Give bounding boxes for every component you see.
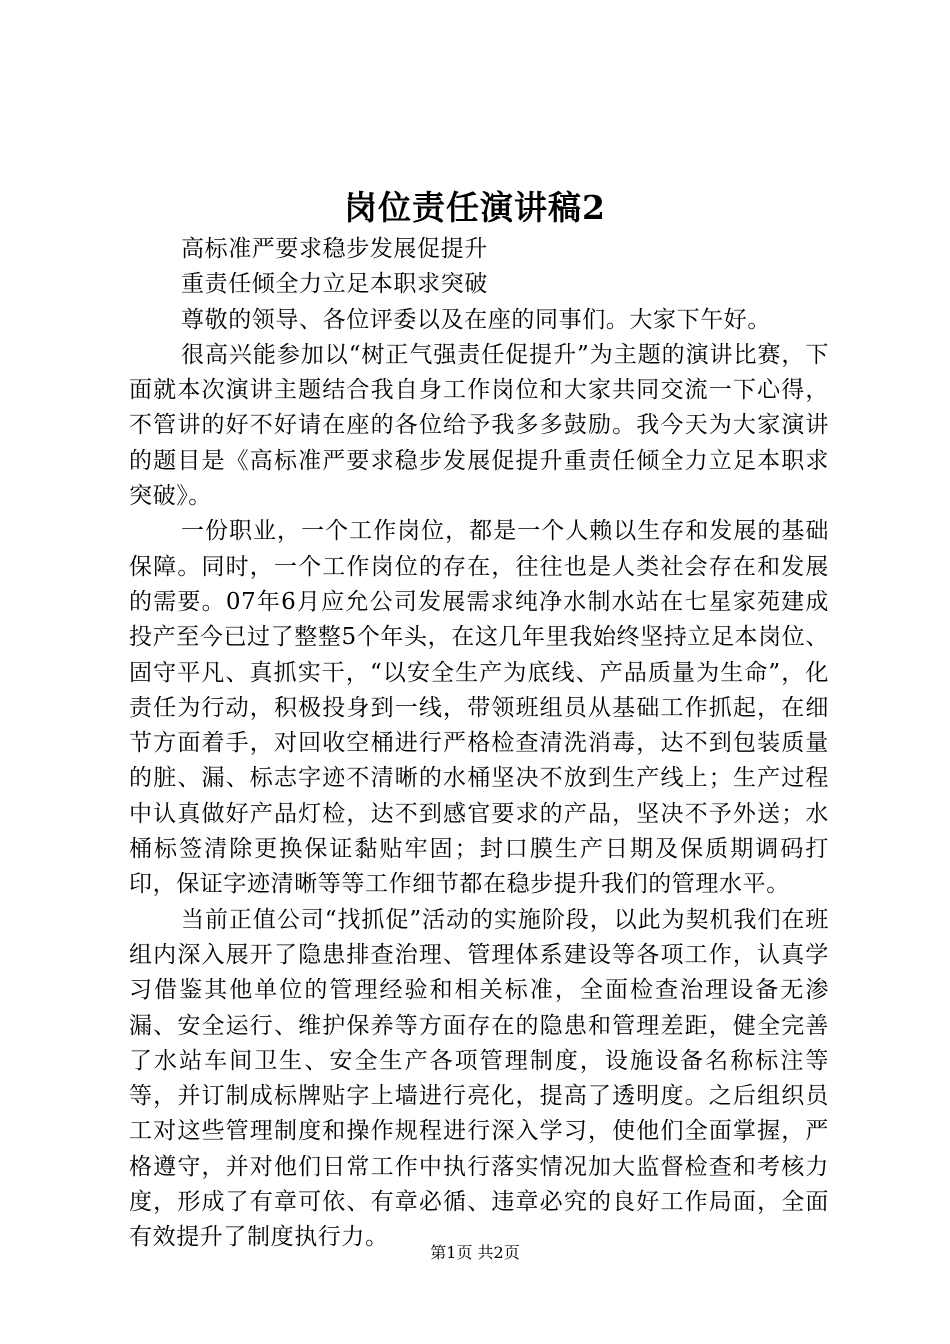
page-title: 岗位责任演讲稿2 xyxy=(344,188,606,227)
greeting-paragraph: 尊敬的领导、各位评委以及在座的同事们。大家下午好。 xyxy=(181,306,771,333)
subtitle-line-2: 重责任倾全力立足本职求突破 xyxy=(181,271,488,298)
body-paragraph: 一份职业，一个工作岗位，都是一个人赖以生存和发展的基础保障。同时，一个工作岗位的存在，往往也是人类社会存在和发展的需要。07年6月应允公司发展需求纯净水制水站在七星家苑建成投产至今已过了整整5个年头，在这几年里我始终坚持立足本岗位、固守平凡、真抓实干，“以安全生产为底线、产品质量为生命”，化责任为行动，积极投身到一线，带领班组员从基础工作抓起，在细节方面着手，对回收空桶进行严格检查清洗消毒，达不到包装质量的脏、漏、标志字迹不清晰的水桶坚决不放到生产线上；生产过程中认真做好产品灯检，达不到感官要求的产品，坚决不予外送；水桶标签清除更换保证黏贴牢固；封口膜生产日期及保质期调码打印，保证字迹清晰等等工作细节都在稳步提升我们的管理水平。 xyxy=(129,518,829,898)
page-number-footer: 第1页 共2页 xyxy=(430,1243,520,1262)
document-body xyxy=(129,232,829,1256)
subtitle-line-1: 高标准严要求稳步发展促提升 xyxy=(181,236,488,262)
body-paragraph: 当前正值公司“找抓促”活动的实施阶段，以此为契机我们在班组内深入展开了隐患排查治理、管理体系建设等各项工作，认真学习借鉴其他单位的管理经验和相关标准，全面检查治理设备无渗漏、安全运行、维护保养等方面存在的隐患和管理差距，健全完善了水站车间卫生、安全生产各项管理制度，设施设备名称标注等等，并订制成标牌贴字上墙进行亮化，提高了透明度。之后组织员工对这些管理制度和操作规程进行深入学习，使他们全面掌握，严格遵守，并对他们日常工作中执行落实情况加大监督检查和考核力度，形成了有章可依、有章必循、违章必究的良好工作局面，全面有效提升了制度执行力。 xyxy=(129,906,829,1251)
intro-paragraph: 很高兴能参加以“树正气强责任促提升”为主题的演讲比赛，下面就本次演讲主题结合我自身工作岗位和大家共同交流一下心得，不管讲的好不好请在座的各位给予我多多鼓励。我今天为大家演讲的题目是《高标准严要求稳步发展促提升重责任倾全力立足本职求突破》。 xyxy=(129,341,829,510)
